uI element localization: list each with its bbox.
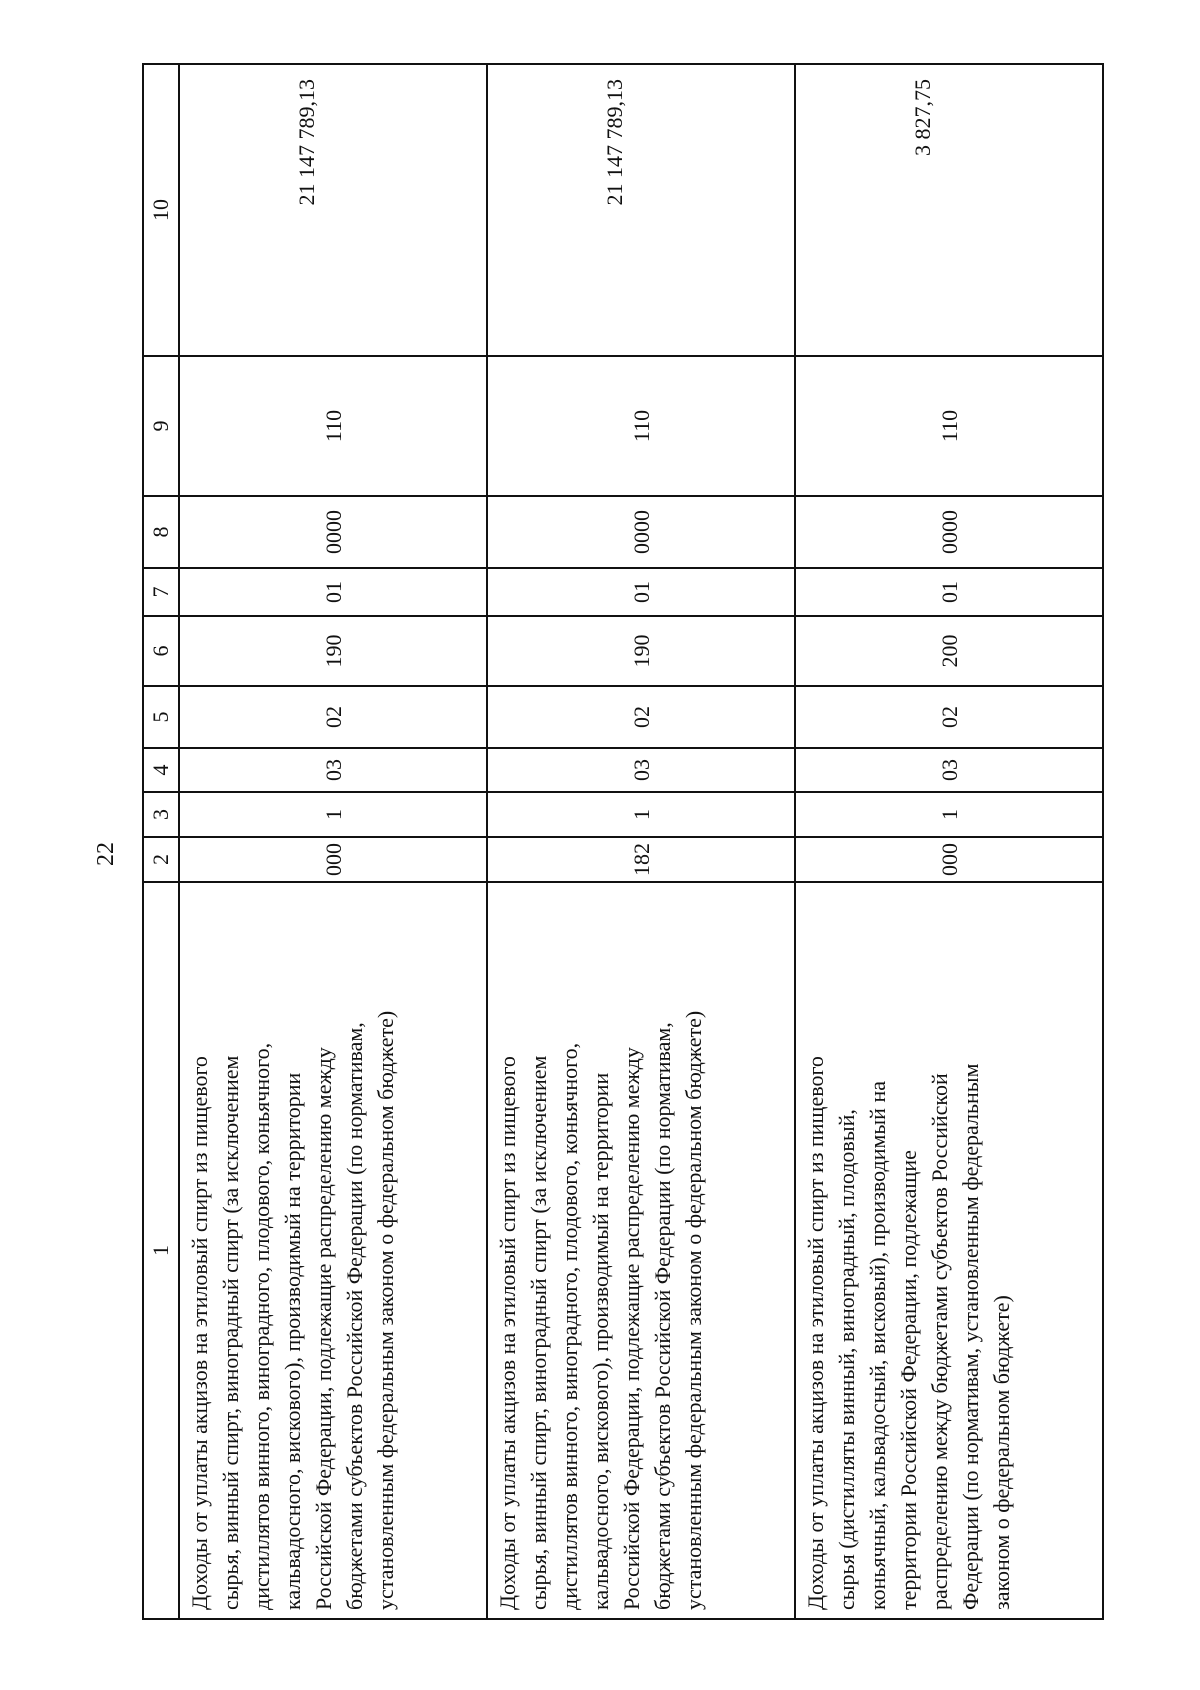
subgroup-code: 03 [487, 748, 795, 792]
column-number: 4 [143, 748, 179, 792]
description-line: Российской Федерации, подлежащие распределению между [311, 1047, 336, 1610]
column-number: 1 [143, 882, 179, 1619]
description-line: установленным федеральным законом о федеральном бюджете) [681, 1010, 706, 1610]
article-code: 02 [487, 686, 795, 748]
column-number: 9 [143, 356, 179, 496]
article-code: 02 [179, 686, 487, 748]
economic-classification-code: 110 [795, 356, 1103, 496]
description-line: Доходы от уплаты акцизов на этиловый спирт из пищевого [187, 1056, 212, 1610]
subgroup-code: 03 [795, 748, 1103, 792]
description-line: распределению между бюджетами субъектов Российской [927, 1073, 952, 1610]
description-line: сырья, винный спирт, виноградный спирт (за исключением [526, 1055, 551, 1610]
column-number: 2 [143, 837, 179, 882]
budget-revenue-table [142, 63, 1104, 1620]
administrator-code: 182 [487, 837, 795, 882]
description-line: сырья, винный спирт, виноградный спирт (за исключением [218, 1055, 243, 1610]
column-number: 8 [143, 496, 179, 568]
description-line: бюджетами субъектов Российской Федерации (по нормативам, [342, 1022, 367, 1610]
element-code: 01 [795, 568, 1103, 616]
subarticle-code: 190 [179, 616, 487, 686]
economic-classification-code: 110 [179, 356, 487, 496]
administrator-code: 000 [795, 837, 1103, 882]
description-line: Доходы от уплаты акцизов на этиловый спирт из пищевого [803, 1056, 828, 1610]
amount-value: 21 147 789,13 [487, 64, 795, 356]
description-line: коньячный, кальвадосный, висковый), производимый на [865, 1081, 890, 1610]
table-row [795, 64, 1103, 1619]
administrator-code: 000 [179, 837, 487, 882]
group-code: 1 [487, 792, 795, 837]
column-number: 3 [143, 792, 179, 837]
description-line: кальвадосного, вискового), производимый на территории [280, 1072, 305, 1610]
description-line: законом о федеральном бюджете) [989, 1295, 1014, 1610]
description-line: территории Российской Федерации, подлежащие [896, 1150, 921, 1610]
description-line: Федерации (по нормативам, установленным федеральным [958, 1063, 983, 1610]
subgroup-code: 03 [179, 748, 487, 792]
program-code: 0000 [179, 496, 487, 568]
column-number: 6 [143, 616, 179, 686]
column-number: 7 [143, 568, 179, 616]
program-code: 0000 [795, 496, 1103, 568]
description-line: дистиллятов винного, виноградного, плодового, коньячного, [249, 1042, 274, 1610]
amount-value: 3 827,75 [795, 64, 1103, 356]
program-code: 0000 [487, 496, 795, 568]
table-row [179, 64, 487, 1619]
page-number: 22 [92, 842, 119, 866]
description-line: бюджетами субъектов Российской Федерации (по нормативам, [650, 1022, 675, 1610]
column-number-row [143, 64, 179, 1619]
subarticle-code: 200 [795, 616, 1103, 686]
description-line: установленным федеральным законом о федеральном бюджете) [373, 1010, 398, 1610]
description-line: кальвадосного, вискового), производимый на территории [588, 1072, 613, 1610]
economic-classification-code: 110 [487, 356, 795, 496]
description-line: сырья (дистилляты винный, виноградный, плодовый, [834, 1109, 859, 1610]
amount-value: 21 147 789,13 [179, 64, 487, 356]
description-line: Доходы от уплаты акцизов на этиловый спирт из пищевого [495, 1056, 520, 1610]
table-row [487, 64, 795, 1619]
article-code: 02 [795, 686, 1103, 748]
revenue-description [795, 882, 1103, 1619]
revenue-description [179, 882, 487, 1619]
group-code: 1 [795, 792, 1103, 837]
column-number: 10 [143, 64, 179, 356]
revenue-description [487, 882, 795, 1619]
description-line: дистиллятов винного, виноградного, плодового, коньячного, [557, 1042, 582, 1610]
column-number: 5 [143, 686, 179, 748]
element-code: 01 [487, 568, 795, 616]
group-code: 1 [179, 792, 487, 837]
element-code: 01 [179, 568, 487, 616]
rotated-table-container [142, 65, 1104, 1620]
subarticle-code: 190 [487, 616, 795, 686]
description-line: Российской Федерации, подлежащие распределению между [619, 1047, 644, 1610]
